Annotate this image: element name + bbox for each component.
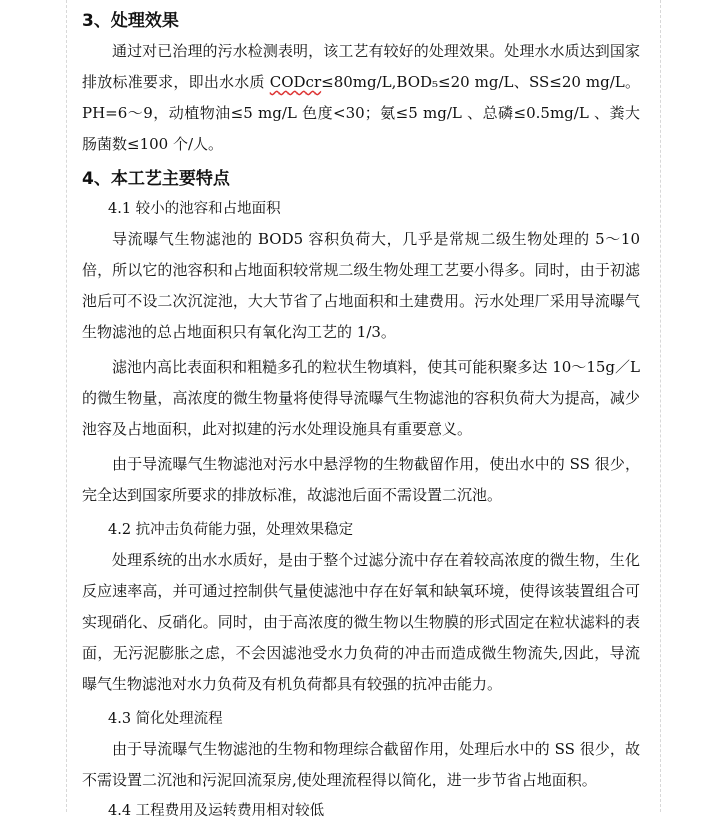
section-3-paragraph (82, 36, 640, 160)
left-margin-guide (66, 0, 67, 812)
paragraph: 由于导流曝气生物滤池的生物和物理综合截留作用，处理后水中的 SS 很少，故不需设置二沉池和污泥回流泵房,使处理流程得以简化，进一步节省占地面积。 (82, 740, 640, 789)
paragraph-text-part: 通过对已治理的污水检测表明，该工艺有较好的处理效果。处理水水质达到国家排放标准要求，即出水水质 (82, 42, 640, 91)
paragraph: 导流曝气生物滤池的 BOD5 容积负荷大，几乎是常规二级生物处理的 5～10 倍，所以它的池容积和占地面积较常规二级生物处理工艺要小得多。同时，由于初滤池后可不设二次沉淀池，大大节省了占地面积和土建费用。污水处理厂采用导流曝气生物滤池的总占地面积只有氧化沟工艺的 1/3。 (82, 230, 640, 341)
subsection-title-4-2: 4.2 抗冲击负荷能力强，处理效果稳定 (108, 522, 354, 538)
paragraph: 处理系统的出水水质好，是由于整个过滤分流中存在着较高浓度的微生物，生化反应速率高，并可通过控制供气量使滤池中存在好氧和缺氧环境，使得该装置组合可实现硝化、反硝化。同时，由于高浓度的微生物以生物膜的形式固定在粒状滤料的表面，无污泥膨胀之虑，不会因滤池受水力负荷的冲击而造成微生物流失,因此，导流曝气生物滤池对水力负荷及有机负荷都具有较强的抗冲击能力。 (82, 551, 640, 693)
right-margin-guide (660, 0, 661, 812)
paragraph-text-part: ≤80mg/L,BOD₅≤20 mg/L、SS≤20 mg/L。PH=6～9，动植物油≤5 mg/L 色度<30；氨≤5 mg/L 、总磷≤0.5mg/L 、粪大肠菌数≤100 个/人。 (82, 73, 640, 153)
document-body[interactable] (82, 6, 640, 826)
subsection-title-4-1: 4.1 较小的池容和占地面积 (108, 201, 281, 217)
section-heading-3: 3、处理效果 (82, 11, 179, 31)
section-heading-4: 4、本工艺主要特点 (82, 169, 230, 189)
paragraph: 滤池内高比表面积和粗糙多孔的粒状生物填料，使其可能积聚多达 10～15g／L 的微生物量，高浓度的微生物量将使得导流曝气生物滤池的容积负荷大为提高，减少池容及占地面积，此对拟建的污水处理设施具有重要意义。 (82, 358, 640, 438)
subsection-title-4-3: 4.3 简化处理流程 (108, 711, 223, 727)
spellcheck-flagged-word: CODcr (269, 73, 322, 91)
paragraph: 由于导流曝气生物滤池对污水中悬浮物的生物截留作用，使出水中的 SS 很少，完全达到国家所要求的排放标准，故滤池后面不需设置二沉池。 (82, 455, 640, 504)
subsection-title-4-4: 4.4 工程费用及运转费用相对较低 (108, 803, 325, 819)
